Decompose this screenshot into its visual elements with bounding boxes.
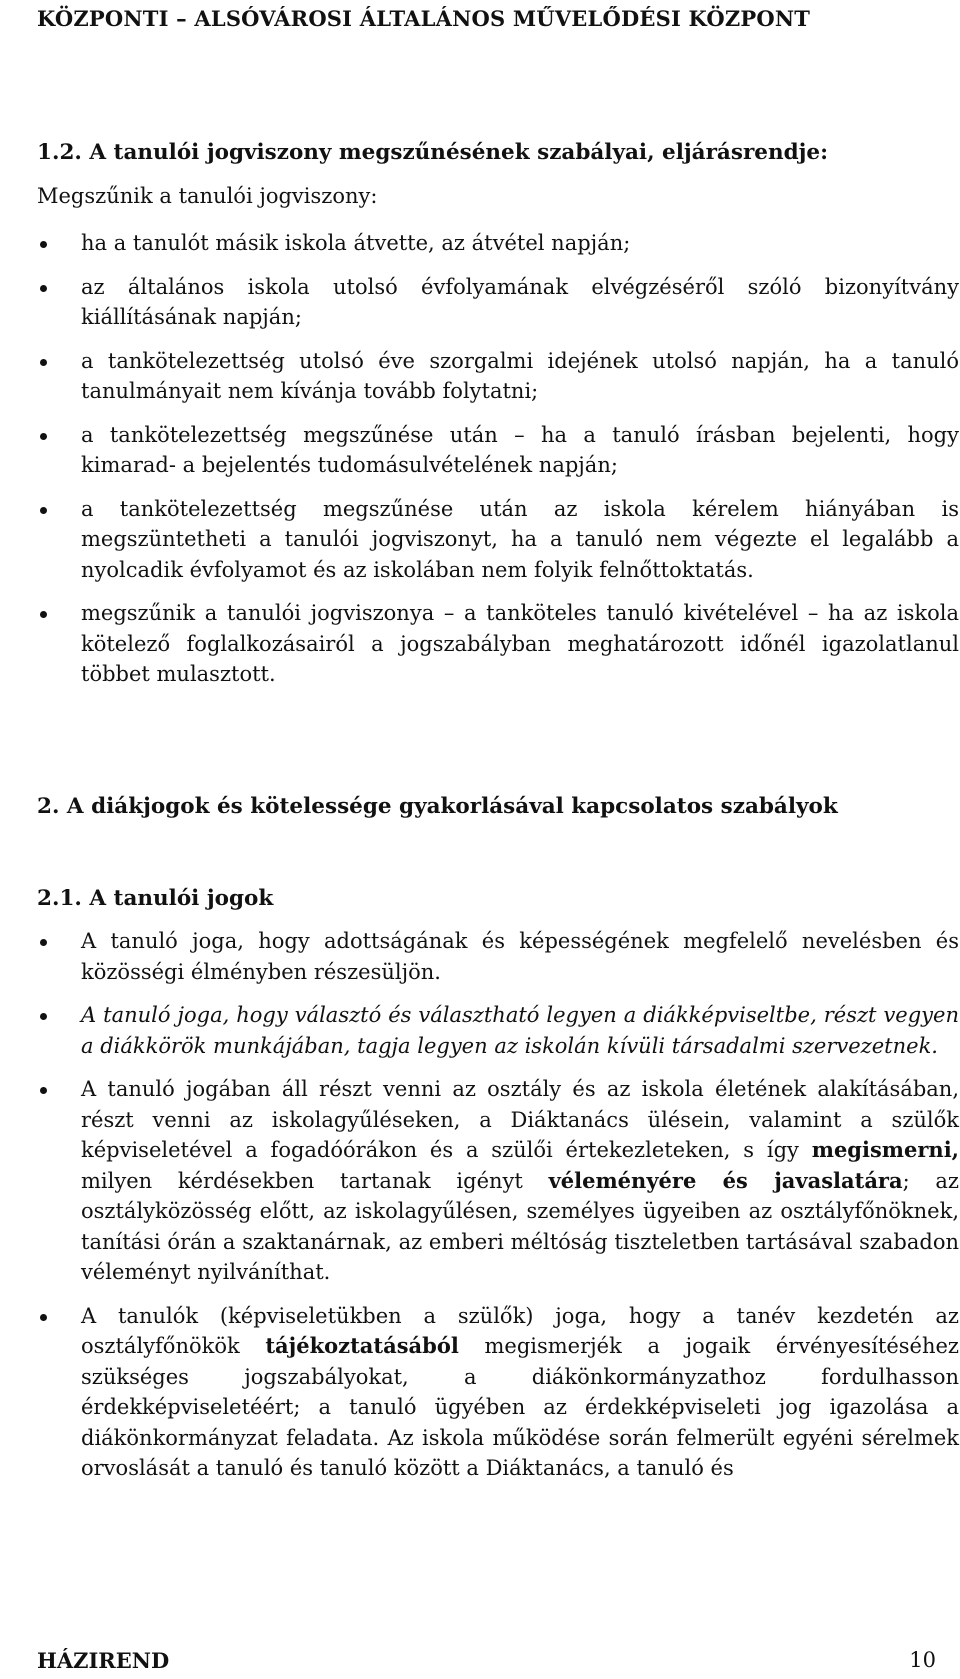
emphasis-text: véleményére és javaslatára — [548, 1167, 903, 1193]
emphasis-text: tájékoztatásából — [265, 1333, 459, 1358]
list-item: a tankötelezettség utolsó éve szorgalmi idejének utolsó napján, ha a tanuló tanulmányait nem kívánja tovább folytatni; — [81, 348, 959, 403]
list-item: A tanuló joga, hogy választó és választható legyen a diákképviseltbe, részt vegyen a diákkörök munkájában, tagja legyen az iskolán kívüli társadalmi szervezetnek. — [81, 1003, 959, 1058]
student-rights-list — [37, 926, 959, 1497]
list-item: az általános iskola utolsó évfolyamának elvégzéséről szóló bizonyítvány kiállításának napján; — [81, 274, 959, 329]
list-item: a tankötelezettség megszűnése után az iskola kérelem hiányában is megszüntetheti a tanulói jogviszonyt, ha a tanuló nem végezte el legalább a nyolcadik évfolyamot és az iskolában nem folyik felnőttoktatás. — [81, 496, 959, 582]
termination-list — [37, 228, 959, 703]
section-1-2-intro: Megszűnik a tanulói jogviszony: — [37, 184, 378, 208]
section-1-2-heading: 1.2. A tanulói jogviszony megszűnésének szabályai, eljárásrendje: — [37, 140, 829, 165]
list-item: a tankötelezettség megszűnése után – ha a tanuló írásban bejelenti, hogy kimarad- a bejelentés tudomásulvételének napján; — [81, 422, 959, 477]
list-item: megszűnik a tanulói jogviszonya – a tanköteles tanuló kivételével – ha az iskola kötelező foglalkozásairól a jogszabályban meghatározott időnél igazolatlanul többet mulasztott. — [81, 601, 959, 686]
emphasis-text: megismerni, — [811, 1137, 959, 1162]
section-2-heading: 2. A diákjogok és kötelessége gyakorlásával kapcsolatos szabályok — [37, 794, 838, 819]
list-item: ha a tanulót másik iskola átvette, az átvétel napján; — [81, 231, 631, 255]
list-item: A tanuló joga, hogy adottságának és képességének megfelelő nevelésben és közösségi élményben részesüljön. — [81, 929, 959, 984]
section-2-1-heading: 2.1. A tanulói jogok — [37, 886, 274, 911]
footer-title: HÁZIREND — [37, 1648, 170, 1673]
list-item: A tanuló jogában áll részt venni az osztály és az iskola életének alakításában, részt venni az iskolagyűléseken, a Diáktanács ülésein, valamint a szülők képviseletével a fogadóórákon és a szülői értekezleteken, s így megismerni, milyen kérdésekben tartanak igényt véleményére és javaslatára; az osztályközösség előtt, az iskolagyűlésen, személyes ügyeiben az osztályfőnöknek, tanítási órán a szaktanárnak, az emberi méltóság tiszteletben tartásával szabadon véleményt nyilváníthat. — [81, 1077, 959, 1284]
page-number: 10 — [909, 1648, 936, 1672]
list-item: A tanulók (képviseletükben a szülők) joga, hogy a tanév kezdetén az osztályfőnökök tájékoztatásából megismerjék a jogaik érvényesítéséhez szükséges jogszabályokat, a diákönkormányzathoz fordulhasson érdekképviseletéért; a tanuló ügyében az érdekképviseleti jog igazolása a diákönkormányzat feladata. Az iskola működése során felmerült egyéni sérelmek orvoslását a tanuló és tanuló között a Diáktanács, a tanuló és — [81, 1303, 959, 1480]
page-header-title: KÖZPONTI – ALSÓVÁROSI ÁLTALÁNOS MŰVELŐDÉSI KÖZPONT — [37, 6, 811, 31]
